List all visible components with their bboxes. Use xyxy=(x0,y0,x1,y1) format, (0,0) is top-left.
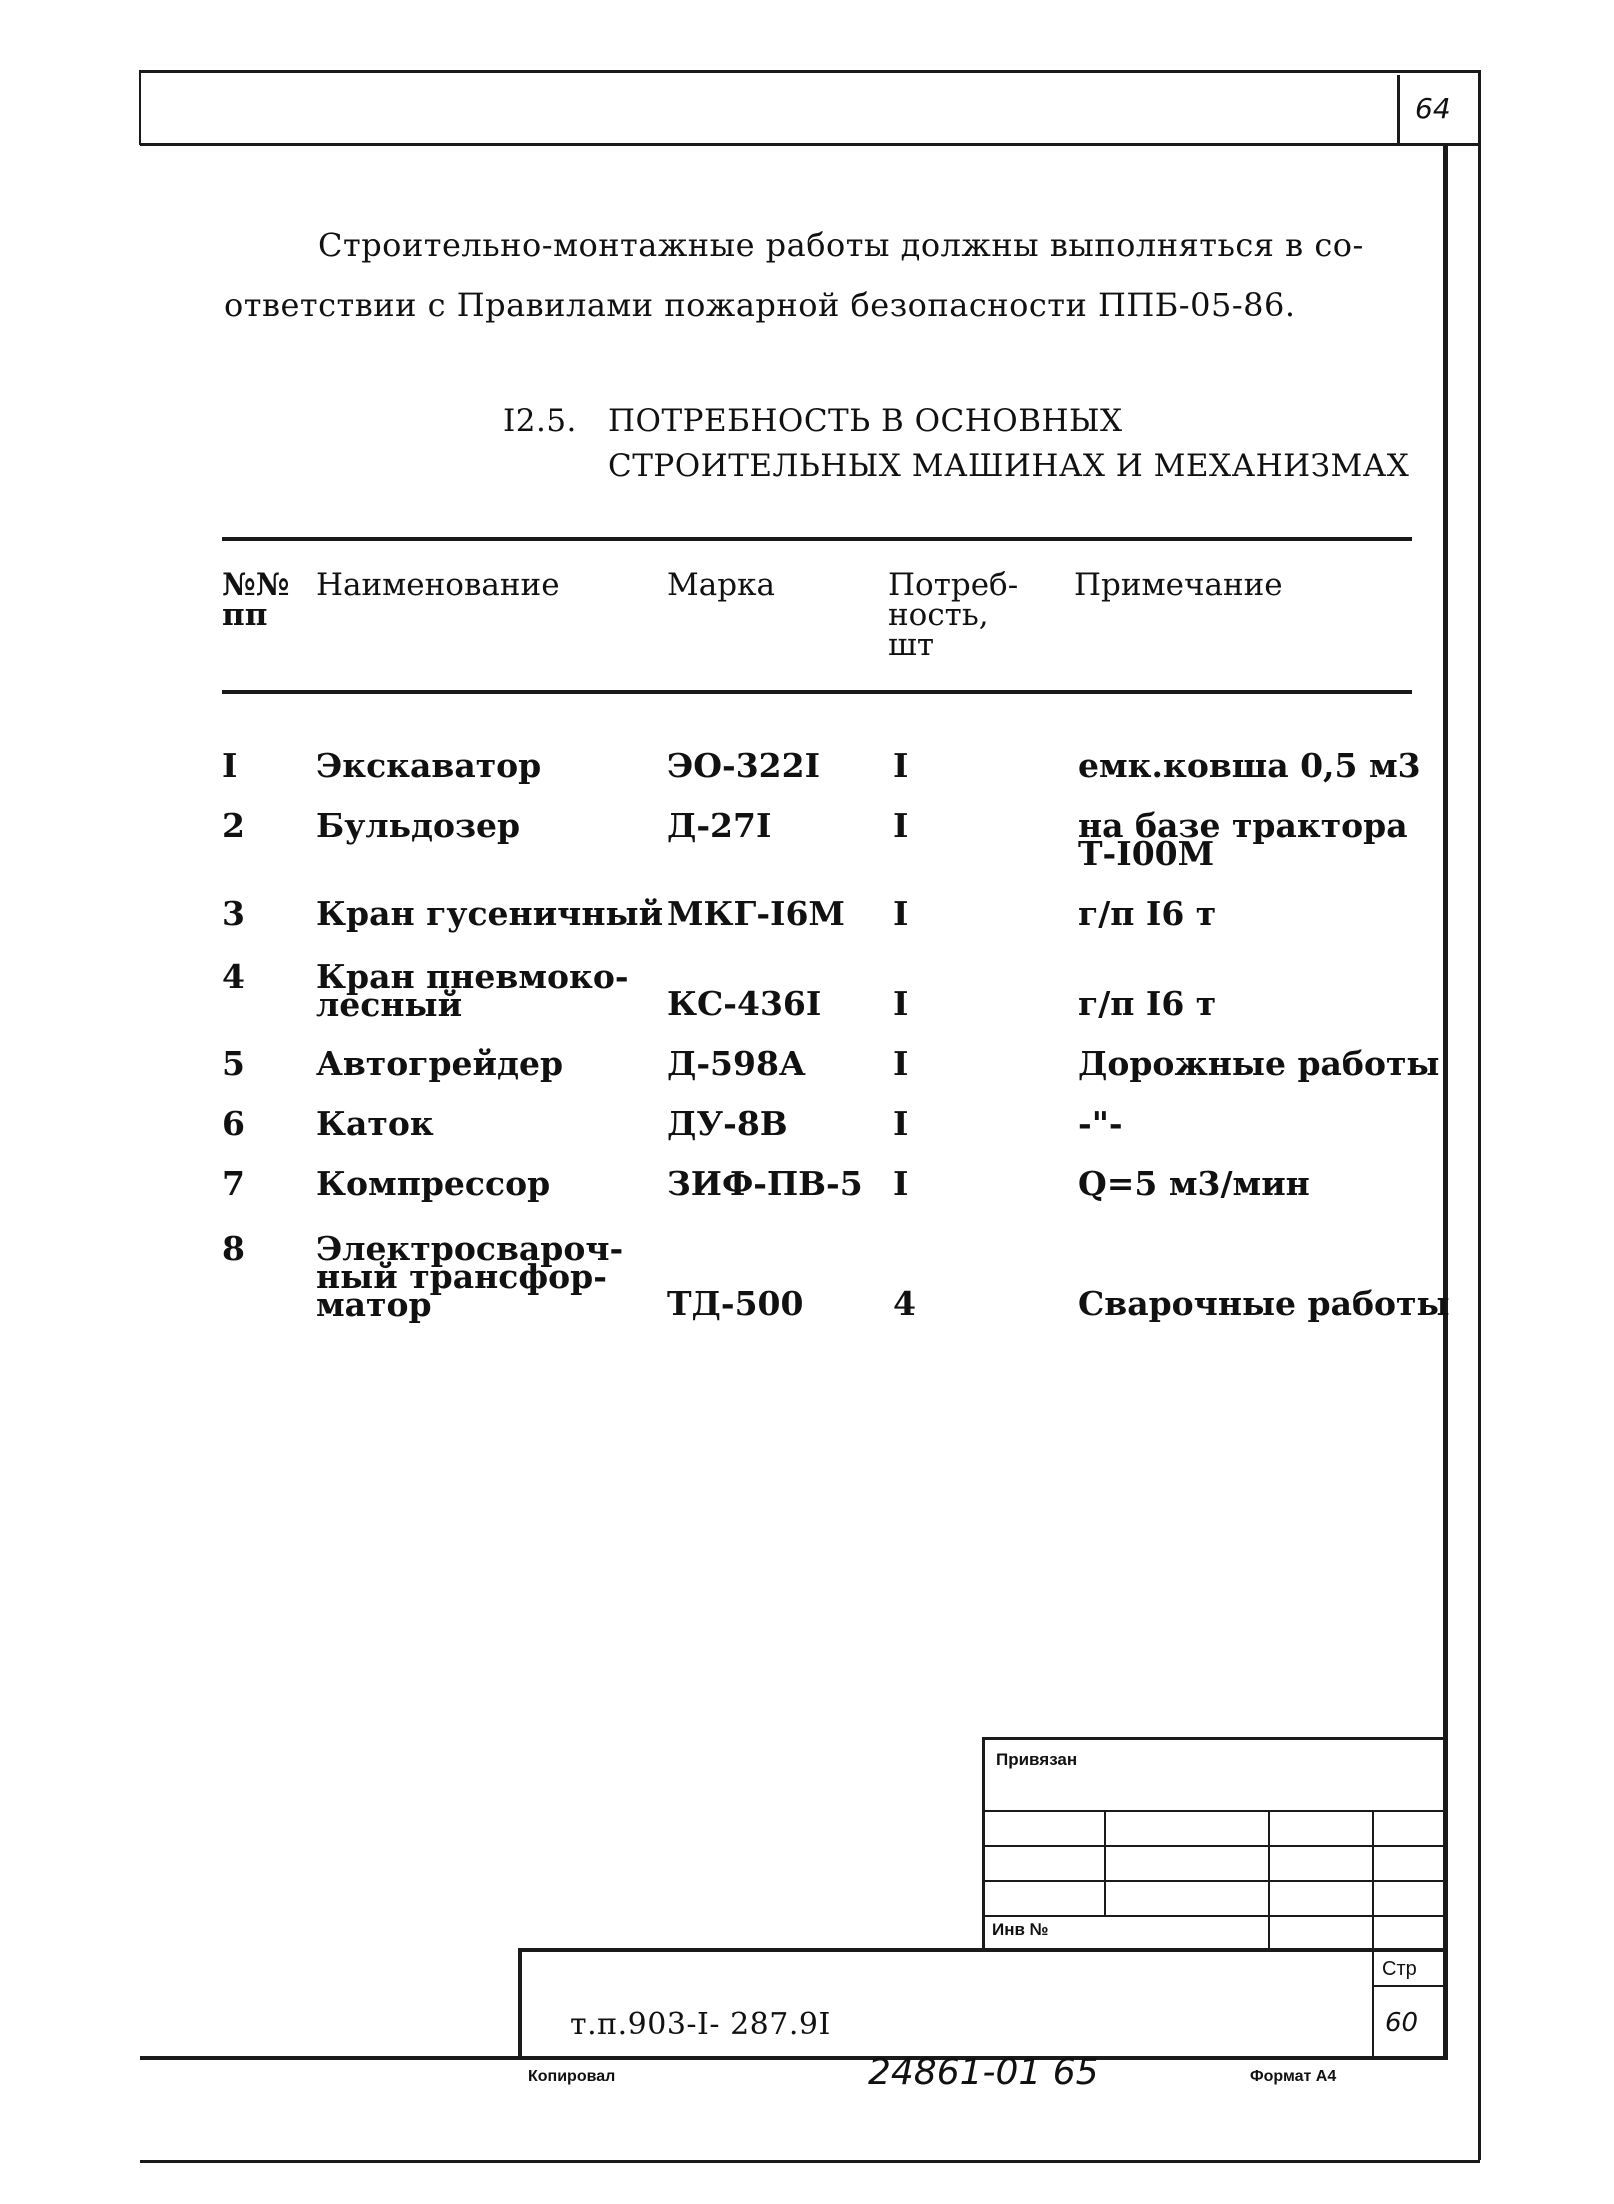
row-note: на базе трактора Т-I00М xyxy=(1078,806,1408,873)
row-num: 2 xyxy=(222,806,245,845)
row-qty: I xyxy=(893,1044,909,1083)
row-mark: ЭО-322I xyxy=(667,746,821,785)
header-name: Наименование xyxy=(316,567,560,603)
frame-top-line xyxy=(140,70,1480,73)
footer-copied: Копировал xyxy=(528,2068,616,2085)
row-qty: I xyxy=(893,984,909,1023)
row-name: Экскаватор xyxy=(316,746,542,785)
footer-handwritten-number: 24861-01 65 xyxy=(868,2052,1099,2093)
stamp-grid-v3 xyxy=(1372,1810,1374,2060)
stamp-page-label: Стр xyxy=(1382,1958,1417,1980)
stamp-doc-code: т.п.903-I- 287.9I xyxy=(570,2007,831,2042)
row-name: Бульдозер xyxy=(316,806,521,845)
row-note: Сварочные работы xyxy=(1078,1284,1450,1323)
frame-bottom-line xyxy=(140,2160,1480,2163)
section-title-line-2: СТРОИТЕЛЬНЫХ МАШИНАХ И МЕХАНИЗМАХ xyxy=(608,448,1410,484)
stamp-page-divider xyxy=(1372,1985,1445,1987)
frame-left-stub xyxy=(139,70,141,145)
intro-line-2: ответствии с Правилами пожарной безопасности ППБ-05-86. xyxy=(224,286,1296,324)
section-number: I2.5. xyxy=(503,403,577,439)
row-num: 5 xyxy=(222,1044,245,1083)
table-top-rule xyxy=(222,537,1412,541)
corner-box-left xyxy=(1397,75,1400,145)
header-num: №№ пп xyxy=(222,567,290,633)
stamp-upper-top xyxy=(982,1737,1445,1740)
row-mark: МКГ-I6М xyxy=(667,894,845,933)
row-qty: I xyxy=(893,806,909,845)
row-mark: ДУ-8В xyxy=(667,1104,788,1143)
stamp-grid-h1 xyxy=(982,1810,1445,1812)
stamp-grid-v1 xyxy=(1104,1810,1106,1915)
row-name: Кран пневмоко- лесный xyxy=(316,957,629,1024)
frame-header-line xyxy=(140,143,1480,146)
row-mark: Д-27I xyxy=(667,806,772,845)
row-note: Дорожные работы xyxy=(1078,1044,1440,1083)
stamp-main-left xyxy=(518,1948,522,2060)
row-name: Компрессор xyxy=(316,1164,551,1203)
row-qty: I xyxy=(893,1104,909,1143)
stamp-main-top xyxy=(518,1948,1445,1952)
row-mark: Д-598А xyxy=(667,1044,806,1083)
stamp-grid-h4 xyxy=(982,1915,1445,1917)
row-note: г/п I6 т xyxy=(1078,894,1217,933)
footer-format: Формат А4 xyxy=(1250,2068,1337,2085)
row-num: 3 xyxy=(222,894,245,933)
row-num: 8 xyxy=(222,1229,245,1268)
row-mark: ТД-500 xyxy=(667,1284,804,1323)
table-header-rule xyxy=(222,690,1412,694)
row-qty: 4 xyxy=(893,1284,916,1323)
row-mark: ЗИФ-ПВ-5 xyxy=(667,1164,863,1203)
stamp-page-value: 60 xyxy=(1385,2008,1419,2038)
stamp-upper-left xyxy=(982,1737,985,1950)
row-num: 4 xyxy=(222,957,245,996)
corner-page-number: 64 xyxy=(1415,92,1451,125)
stamp-privyazan: Привязан xyxy=(996,1750,1078,1769)
row-num: I xyxy=(222,746,238,785)
stamp-grid-h2 xyxy=(982,1845,1445,1847)
row-num: 6 xyxy=(222,1104,245,1143)
row-qty: I xyxy=(893,746,909,785)
stamp-grid-v2 xyxy=(1268,1810,1270,1950)
row-qty: I xyxy=(893,1164,909,1203)
row-num: 7 xyxy=(222,1164,245,1203)
row-note: Q=5 м3/мин xyxy=(1078,1164,1310,1203)
stamp-inv-no: Инв № xyxy=(992,1920,1049,1939)
header-mark: Марка xyxy=(667,567,775,603)
row-note: емк.ковша 0,5 м3 xyxy=(1078,746,1421,785)
row-name: Кран гусеничный xyxy=(316,894,664,933)
row-qty: I xyxy=(893,894,909,933)
stamp-main-bottom xyxy=(140,2056,1448,2060)
row-name: Электросвароч- ный трансфор- матор xyxy=(316,1229,624,1324)
header-qty: Потреб- ность, шт xyxy=(888,567,1019,663)
row-name: Автогрейдер xyxy=(316,1044,564,1083)
row-note: -"- xyxy=(1078,1104,1123,1143)
frame-outer-right xyxy=(1478,70,1481,2160)
row-note: г/п I6 т xyxy=(1078,984,1217,1023)
intro-line-1: Строительно-монтажные работы должны выполняться в со- xyxy=(318,226,1364,264)
section-title-line-1: ПОТРЕБНОСТЬ В ОСНОВНЫХ xyxy=(608,403,1123,439)
header-note: Примечание xyxy=(1074,567,1283,603)
stamp-grid-h3 xyxy=(982,1880,1445,1882)
frame-right-border xyxy=(1443,143,1448,2058)
row-name: Каток xyxy=(316,1104,434,1143)
row-mark: КС-436I xyxy=(667,984,822,1023)
